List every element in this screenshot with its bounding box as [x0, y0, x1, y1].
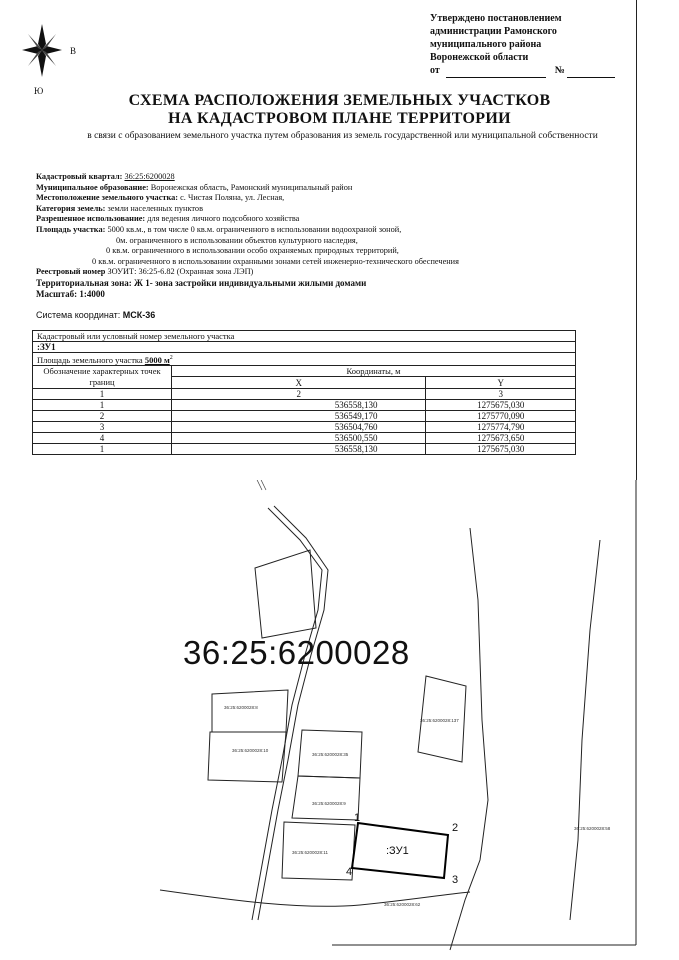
- x-value: 536500,550: [172, 432, 426, 443]
- approval-date-blank: [446, 64, 546, 78]
- vertex-label: 1: [354, 812, 361, 824]
- point-number: 4: [33, 432, 172, 443]
- table-row: [33, 399, 576, 410]
- coordsys-value: МСК-36: [122, 310, 156, 320]
- parcel-label: 36:25:6200028:62: [384, 902, 421, 907]
- table-area-sup: 2: [169, 355, 173, 361]
- x-value: 536558,130: [172, 443, 426, 454]
- area-line: 0 кв.м. ограниченного в использовании особо охраняемых природных территорий,: [106, 246, 399, 256]
- table-row: [33, 443, 576, 454]
- area-line: 0 кв.м. ограниченного в использовании охранными зонами сетей инженерно-технического обеспечения: [92, 256, 459, 266]
- point-number: 3: [33, 421, 172, 432]
- x-value: 536504,760: [172, 421, 426, 432]
- approval-block: [430, 12, 630, 78]
- point-number: 2: [33, 410, 172, 421]
- info-registry: [36, 267, 596, 278]
- compass-east-label: В: [70, 46, 77, 56]
- mo-value: Воронежская область, Рамонский муниципальный район: [150, 182, 353, 192]
- index-cell: 2: [172, 388, 426, 399]
- approval-line: администрации Рамонского: [430, 26, 557, 37]
- approval-date-line: [430, 64, 630, 78]
- coordsys-label: Система координат:: [36, 310, 121, 320]
- approval-from-label: от: [430, 65, 440, 76]
- y-value: 1275770,090: [426, 410, 576, 421]
- table-area-value: 5000 м: [144, 354, 170, 365]
- registry-value: ЗОУИТ: 36:25-6.82 (Охранная зона ЛЭП): [107, 267, 254, 277]
- frame-line: [636, 0, 637, 480]
- table-row: [33, 421, 576, 432]
- road-line: [258, 506, 328, 920]
- info-scale: [36, 289, 596, 300]
- y-header: Y: [426, 377, 576, 389]
- compass-south-label: Ю: [34, 86, 44, 96]
- document-title-line2: НА КАДАСТРОВОМ ПЛАНЕ ТЕРРИТОРИИ: [168, 110, 511, 127]
- approval-number-label: №: [554, 65, 565, 76]
- parcel-p4: [292, 776, 360, 820]
- scale-value: 1:4000: [79, 288, 105, 299]
- parcel-p2: [208, 732, 286, 782]
- zone-value: Ж 1- зона застройки индивидуальными жилыми домами: [134, 277, 367, 288]
- zone-label: Территориальная зона:: [36, 277, 132, 288]
- x-value: 536558,130: [172, 399, 426, 410]
- location-label: Местоположение земельного участка:: [36, 193, 179, 203]
- parcel-label: 36:25:6200028:58: [574, 826, 611, 831]
- parcel-label: 36:25:6200028:10: [232, 748, 269, 753]
- location-value: с. Чистая Поляна, ул. Лесная,: [180, 193, 285, 203]
- cad-number-label: Кадастровый или условный номер земельного участка: [33, 331, 576, 342]
- y-value: 1275774,790: [426, 421, 576, 432]
- index-cell: 3: [426, 388, 576, 399]
- parcel-label: 36:25:6200028:9: [312, 801, 346, 806]
- y-value: 1275673,650: [426, 432, 576, 443]
- registry-label: Реестровый номер: [36, 267, 106, 277]
- vertex-label: 3: [452, 874, 459, 886]
- new-parcel-label: :ЗУ1: [386, 845, 409, 857]
- parcel-label: 36:25:6200028:11: [292, 850, 328, 855]
- point-number: 1: [33, 399, 172, 410]
- vertex-label: 4: [346, 866, 353, 878]
- point-number: 1: [33, 443, 172, 454]
- approval-line: Воронежской области: [430, 52, 529, 63]
- kvartal-value: 36:25:6200028: [124, 172, 175, 181]
- info-area: [36, 225, 596, 236]
- parcel-p1: [212, 690, 288, 732]
- area-cell: [33, 353, 576, 366]
- table-area-label: Площадь земельного участка: [37, 354, 143, 365]
- approval-line: Утверждено постановлением: [430, 13, 562, 24]
- cad-number-value: :ЗУ1: [33, 342, 576, 353]
- vertex-label: 2: [452, 822, 459, 834]
- x-header: X: [172, 377, 426, 389]
- info-kvartal: [36, 172, 596, 183]
- y-value: 1275675,030: [426, 443, 576, 454]
- parcel-label: 36:25:6200028:35: [312, 752, 349, 757]
- coords-header: Координаты, м: [172, 365, 576, 377]
- x-value: 536549,170: [172, 410, 426, 421]
- category-value: земли населенных пунктов: [107, 203, 203, 213]
- scale-label: Масштаб:: [36, 288, 78, 299]
- info-block: [36, 172, 596, 299]
- info-location: [36, 193, 596, 204]
- compass-rose-icon: [20, 22, 80, 92]
- category-label: Категория земель:: [36, 203, 106, 213]
- parcel-label: 36:25:6200028:137: [420, 718, 459, 723]
- area-label: Площадь участка:: [36, 224, 106, 234]
- parcel-label: 36:25:6200028:8: [224, 705, 258, 710]
- parcel-top: [255, 550, 316, 638]
- info-category: [36, 204, 596, 215]
- use-value: для ведения личного подсобного хозяйства: [147, 214, 300, 224]
- approval-line: муниципального района: [430, 39, 542, 50]
- area-line: 0м. ограниченного в использовании объектов культурного наследия,: [116, 235, 358, 245]
- document-title-line1: СХЕМА РАСПОЛОЖЕНИЯ ЗЕМЕЛЬНЫХ УЧАСТКОВ: [128, 92, 551, 109]
- cadastral-map: [0, 480, 679, 960]
- coordinate-system: [36, 310, 155, 320]
- y-value: 1275675,030: [426, 399, 576, 410]
- info-zone: [36, 278, 596, 289]
- points-header: Обозначение характерных точек границ: [33, 365, 172, 388]
- approval-number-blank: [567, 64, 615, 78]
- document-subtitle: в связи с образованием земельного участка путем образования из земель государственной или муниципальной собственности: [87, 131, 598, 141]
- info-use: [36, 214, 596, 225]
- kvartal-label: Кадастровый квартал:: [36, 172, 123, 181]
- table-row: [33, 410, 576, 421]
- area-line: 5000 кв.м., в том числе 0 кв.м. ограниченного в использовании водоохраной зоной,: [107, 224, 402, 234]
- coordinates-table: [32, 330, 576, 455]
- mo-label: Муниципальное образование:: [36, 182, 149, 192]
- quarter-number-label: 36:25:6200028: [183, 634, 410, 671]
- use-label: Разрешенное использование:: [36, 214, 146, 224]
- info-mo: [36, 183, 596, 194]
- table-row: [33, 432, 576, 443]
- index-cell: 1: [33, 388, 172, 399]
